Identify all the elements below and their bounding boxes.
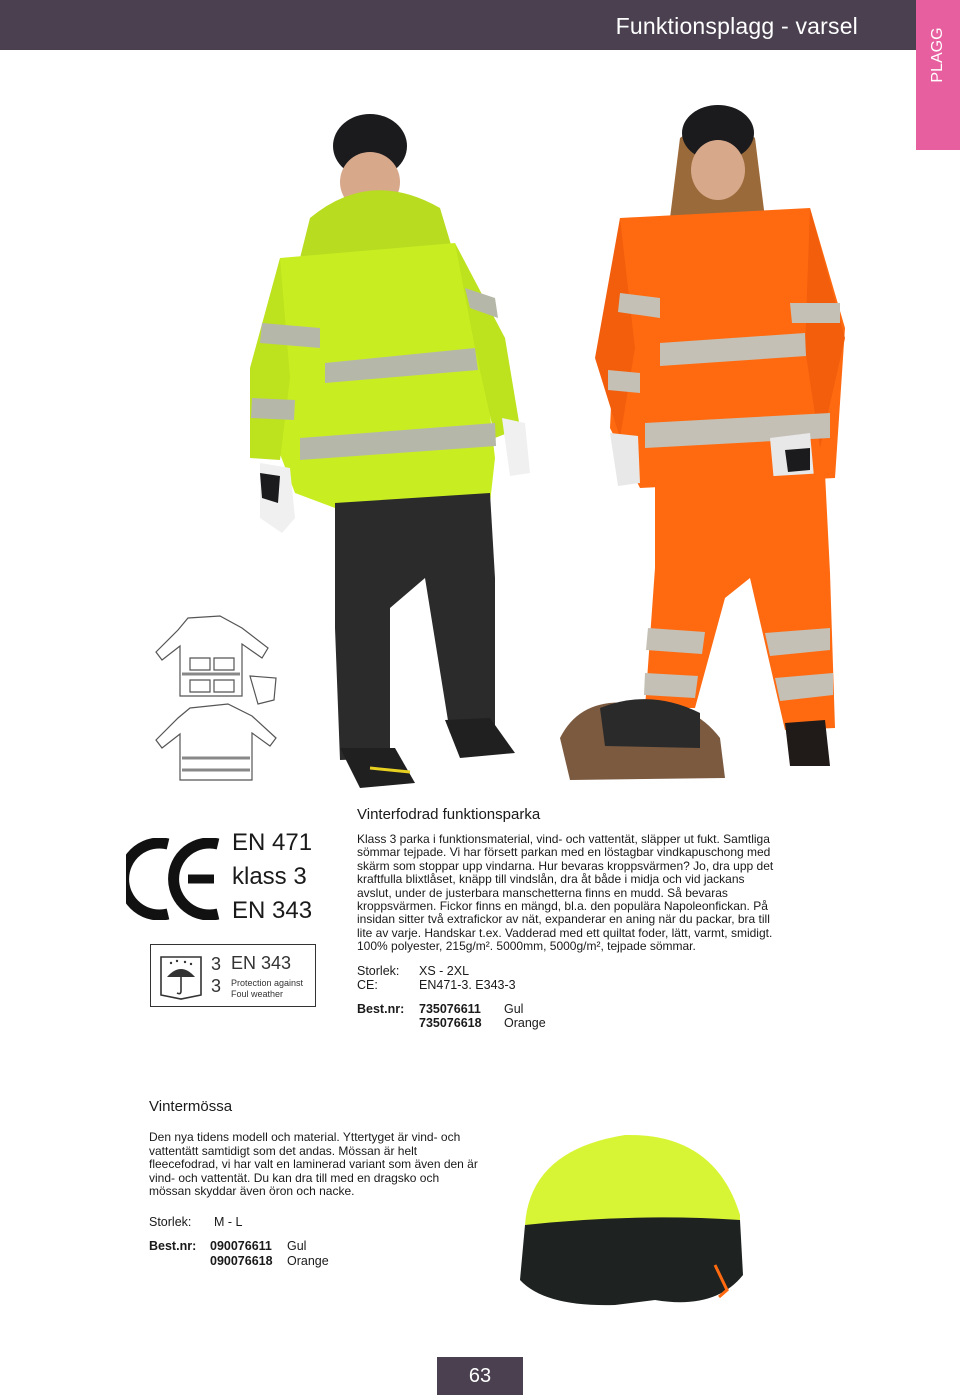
- order-label: Best.nr:: [357, 1001, 405, 1016]
- order-code: 735076618: [419, 1016, 482, 1031]
- order-code: 090076611: [210, 1239, 272, 1254]
- hat-description: Den nya tidens modell och material. Yttertyget är vind- och vattentätt samtidigt som det andas. Mössan är helt fleecefodrad, vi har valt en laminerad variant som även den är vind- och vattentät. Du kan dra till med en dragsko och mössan skyddar även öron och nacke.: [149, 1130, 478, 1199]
- orange-parka-photo: [560, 98, 860, 788]
- order-color: Gul: [504, 1001, 524, 1016]
- umbrella-rain-icon: [157, 951, 205, 1001]
- order-color: Orange: [504, 1016, 546, 1031]
- page-header: [0, 0, 916, 50]
- order-code: 090076618: [210, 1253, 273, 1268]
- hat-title: Vintermössa: [149, 1098, 233, 1115]
- section-tab-label: PLAGG: [929, 27, 946, 83]
- pictogram-label: EN 343: [231, 953, 292, 973]
- ce-value: EN471-3. E343-3: [419, 978, 516, 993]
- ce-label: CE:: [357, 978, 378, 993]
- winter-hat-photo: [515, 1125, 755, 1310]
- pictogram-classes: 3 3: [211, 954, 222, 996]
- parka-orders: [357, 1002, 777, 1031]
- hat-specs: [149, 1215, 479, 1230]
- parka-title: Vinterfodrad funktionsparka: [357, 806, 541, 823]
- en343-pictogram: [150, 944, 316, 1007]
- size-label: Storlek:: [149, 1214, 192, 1229]
- standard-en343: EN 343: [232, 897, 313, 924]
- order-color: Gul: [287, 1239, 307, 1254]
- section-tab: [916, 0, 960, 150]
- hat-section: [149, 1098, 479, 1268]
- parka-specs: [357, 964, 777, 993]
- pictogram-caption: Protection against Foul weather: [231, 978, 304, 999]
- page-number: 63: [437, 1357, 523, 1395]
- standard-en471: EN 471: [232, 829, 313, 856]
- order-code: 735076611: [419, 1001, 481, 1016]
- size-value: XS - 2XL: [419, 963, 470, 978]
- hat-orders: [149, 1239, 479, 1268]
- parka-technical-drawing: [150, 608, 288, 788]
- order-color: Orange: [287, 1253, 329, 1268]
- order-label: Best.nr:: [149, 1239, 197, 1254]
- size-value: M - L: [214, 1214, 243, 1229]
- standard-class: klass 3: [232, 863, 307, 890]
- parka-description: Klass 3 parka i funktionsmaterial, vind- och vattentät, släpper ut fukt. Samtliga sömmar tejpade. Vi har försett parkan med en löstagbar vindkapuschong med skärm som stoppar upp vindarna. Hur bevaras kroppsvärmen? Jo, dra upp det kraftfulla blixtlåset, knäpp till vindslån, dra åt både i midja och vid jackans avslut, under de justerbara manschetterna finns en mudd. Så bevaras kroppsvärmen. Fickor finns en mängd, bl.a. den populära Napoleonfickan. På insidan sitter två extrafickor av nät, expanderar en aning när du packar, bra till lite av varje. Handskar t.ex. Vadderad med ett quiltat foder, lätt, varmt, smidigt. 100% polyester, 215g/m². 5000mm, 5000g/m², tejpade sömmar.: [357, 832, 774, 954]
- parka-section: [357, 806, 777, 1031]
- page-title: Funktionsplagg - varsel: [615, 13, 858, 39]
- size-label: Storlek:: [357, 963, 400, 978]
- ce-mark-logo: [126, 838, 221, 920]
- standards-list: [232, 826, 312, 928]
